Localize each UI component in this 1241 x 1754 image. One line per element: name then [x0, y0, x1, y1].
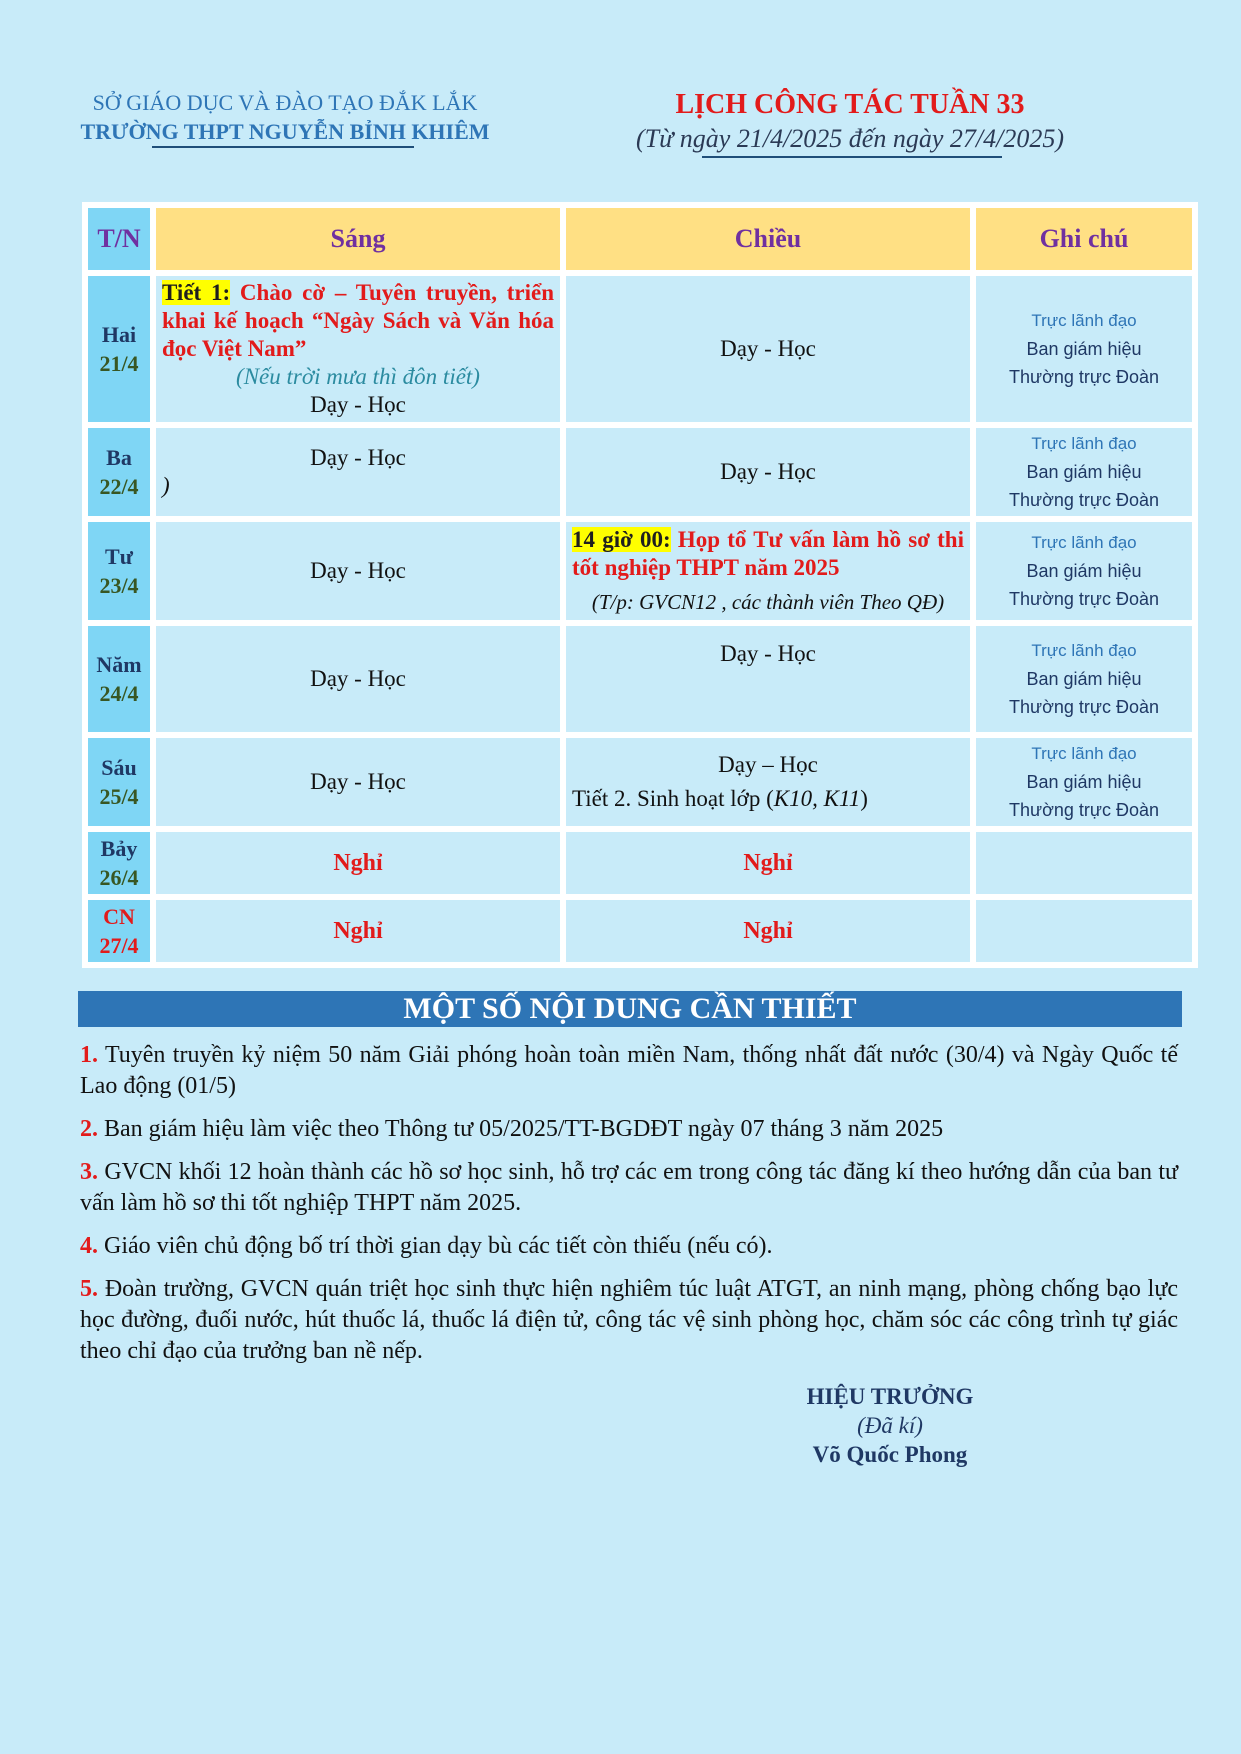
day-name: CN [103, 904, 135, 929]
day-cell [88, 738, 150, 826]
teaching-text: Dạy - Học [310, 769, 406, 794]
header-afternoon: Chiều [566, 208, 970, 270]
teaching-text: Dạy - Học [720, 459, 816, 484]
day-name: Tư [105, 544, 133, 569]
item-number: 1. [80, 1042, 98, 1068]
day-date: 21/4 [99, 351, 139, 376]
note-line: Trực lãnh đạo [1031, 533, 1137, 552]
afternoon-cell [566, 428, 970, 516]
day-name: Bảy [100, 836, 138, 861]
morning-cell [156, 900, 560, 962]
list-item [80, 1040, 1178, 1102]
class-activity [572, 785, 964, 813]
note-line: Ban giám hiệu [1026, 561, 1142, 581]
school-underline [152, 146, 414, 148]
table-row [88, 626, 1192, 732]
day-cell [88, 832, 150, 894]
header-day: T/N [88, 208, 150, 270]
morning-cell [156, 522, 560, 620]
table-row [88, 276, 1192, 422]
item-number: 5. [80, 1276, 98, 1302]
item-number: 3. [80, 1159, 98, 1185]
teaching-text: Dạy - Học [720, 336, 816, 361]
morning-event [162, 279, 554, 363]
page-title: LỊCH CÔNG TÁC TUẦN 33 [675, 89, 1025, 120]
morning-cell [156, 832, 560, 894]
teaching-text: Dạy - Học [720, 641, 816, 666]
school-name: TRƯỜNG THPT NGUYỄN BỈNH KHIÊM [80, 119, 490, 144]
morning-cell [156, 276, 560, 422]
off-text: Nghỉ [743, 850, 793, 876]
signer-name: Võ Quốc Phong [812, 1442, 968, 1467]
note-line: Thường trực Đoàn [1009, 589, 1159, 609]
section-banner: MỘT SỐ NỘI DUNG CẦN THIẾT [78, 991, 1182, 1027]
note-cell [976, 738, 1192, 826]
afternoon-event [572, 526, 964, 582]
morning-cell [156, 428, 560, 516]
table-row [88, 428, 1192, 516]
day-date: 26/4 [99, 865, 139, 890]
note-line: Trực lãnh đạo [1031, 311, 1137, 330]
period-tag: Tiết 1: [162, 280, 231, 305]
note-line: Trực lãnh đạo [1031, 641, 1137, 660]
note-line: Ban giám hiệu [1026, 669, 1142, 689]
schedule-table [82, 202, 1198, 968]
item-number: 4. [80, 1233, 98, 1259]
day-cell [88, 900, 150, 962]
item-number: 2. [80, 1116, 98, 1142]
event-text: Họp tổ Tư vấn làm hồ sơ thi tốt nghiệp THPT năm 2025 [572, 527, 964, 580]
list-item [80, 1274, 1178, 1367]
item-text: GVCN khối 12 hoàn thành các hồ sơ học sinh, hỗ trợ các em trong công tác đăng kí theo hướng dẫn của ban tư vấn làm hồ sơ thi tốt nghiệp THPT năm 2025. [80, 1159, 1178, 1216]
list-item [80, 1157, 1178, 1219]
item-text: Đoàn trường, GVCN quán triệt học sinh thực hiện nghiêm túc luật ATGT, an ninh mạng, phòng chống bạo lực học đường, đuối nước, hút thuốc lá, thuốc lá điện tử, công tác vệ sinh phòng học, chăm sóc các công trình tự giác theo chỉ đạo của trưởng ban nề nếp. [80, 1276, 1178, 1364]
day-name: Hai [101, 322, 137, 347]
note-cell [976, 626, 1192, 732]
afternoon-cell [566, 832, 970, 894]
day-cell [88, 626, 150, 732]
school-header [40, 88, 530, 146]
note-line: Thường trực Đoàn [1009, 367, 1159, 387]
note-line: Thường trực Đoàn [1009, 490, 1159, 510]
afternoon-cell [566, 276, 970, 422]
event-text: Chào cờ – Tuyên truyền, triển khai kế hoạch “Ngày Sách và Văn hóa đọc Việt Nam” [162, 280, 554, 361]
note-line: Trực lãnh đạo [1031, 744, 1137, 763]
signed-status: (Đã kí) [857, 1413, 923, 1438]
table-row [88, 738, 1192, 826]
teaching-text: Dạy - Học [310, 392, 406, 417]
table-row [88, 522, 1192, 620]
note-line: Trực lãnh đạo [1031, 434, 1137, 453]
header-morning: Sáng [156, 208, 560, 270]
rain-note: (Nếu trời mưa thì đôn tiết) [236, 364, 480, 389]
header-note: Ghi chú [976, 208, 1192, 270]
morning-cell [156, 738, 560, 826]
day-date: 27/4 [99, 933, 139, 958]
afternoon-cell [566, 522, 970, 620]
schedule-header [590, 88, 1110, 156]
teaching-text: Dạy - Học [310, 445, 406, 470]
note-line: Ban giám hiệu [1026, 462, 1142, 482]
note-cell [976, 832, 1192, 894]
department-name: SỞ GIÁO DỤC VÀ ĐÀO TẠO ĐẮK LẮK [92, 90, 478, 115]
day-date: 25/4 [99, 784, 139, 809]
notice-list [80, 1040, 1178, 1379]
day-cell [88, 522, 150, 620]
day-cell [88, 428, 150, 516]
time-tag: 14 giờ 00: [572, 527, 671, 552]
table-row [88, 832, 1192, 894]
day-date: 24/4 [99, 681, 139, 706]
note-line: Thường trực Đoàn [1009, 697, 1159, 717]
off-text: Nghỉ [333, 850, 383, 876]
date-range: (Từ ngày 21/4/2025 đến ngày 27/4/2025) [636, 124, 1064, 153]
signature-block [740, 1382, 1040, 1469]
table-row [88, 900, 1192, 962]
day-cell [88, 276, 150, 422]
date-underline [702, 156, 1002, 158]
list-item [80, 1114, 1178, 1145]
day-name: Ba [106, 445, 132, 470]
note-cell [976, 900, 1192, 962]
note-line: Ban giám hiệu [1026, 339, 1142, 359]
off-text: Nghỉ [743, 918, 793, 944]
teaching-text: Dạy – Học [718, 752, 818, 777]
day-name: Sáu [101, 755, 137, 780]
note-line: Thường trực Đoàn [1009, 800, 1159, 820]
class-activity-prefix: Tiết 2. Sinh hoạt lớp ( [572, 786, 774, 811]
table-header-row [88, 208, 1192, 270]
note-line: Ban giám hiệu [1026, 772, 1142, 792]
note-cell [976, 522, 1192, 620]
day-date: 22/4 [99, 474, 139, 499]
item-text: Giáo viên chủ động bố trí thời gian dạy bù các tiết còn thiếu (nếu có). [98, 1233, 773, 1259]
off-text: Nghỉ [333, 918, 383, 944]
teaching-text: Dạy - Học [310, 666, 406, 691]
class-activity-suffix: ) [860, 786, 868, 811]
afternoon-cell [566, 900, 970, 962]
afternoon-cell [566, 738, 970, 826]
day-name: Năm [96, 652, 142, 677]
teaching-text: Dạy - Học [310, 558, 406, 583]
item-text: Ban giám hiệu làm việc theo Thông tư 05/2025/TT-BGDĐT ngày 07 tháng 3 năm 2025 [98, 1116, 944, 1142]
participants-note: (T/p: GVCN12 , các thành viên Theo QĐ) [591, 590, 945, 614]
class-activity-grades: K10, K11 [773, 786, 861, 811]
afternoon-cell [566, 626, 970, 732]
morning-cell [156, 626, 560, 732]
signer-role: HIỆU TRƯỞNG [806, 1384, 974, 1409]
list-item [80, 1231, 1178, 1262]
stray-mark: ) [162, 473, 170, 498]
note-cell [976, 276, 1192, 422]
note-cell [976, 428, 1192, 516]
day-date: 23/4 [99, 573, 139, 598]
item-text: Tuyên truyền kỷ niệm 50 năm Giải phóng hoàn toàn miền Nam, thống nhất đất nước (30/4) và Ngày Quốc tế Lao động (01/5) [80, 1042, 1178, 1099]
